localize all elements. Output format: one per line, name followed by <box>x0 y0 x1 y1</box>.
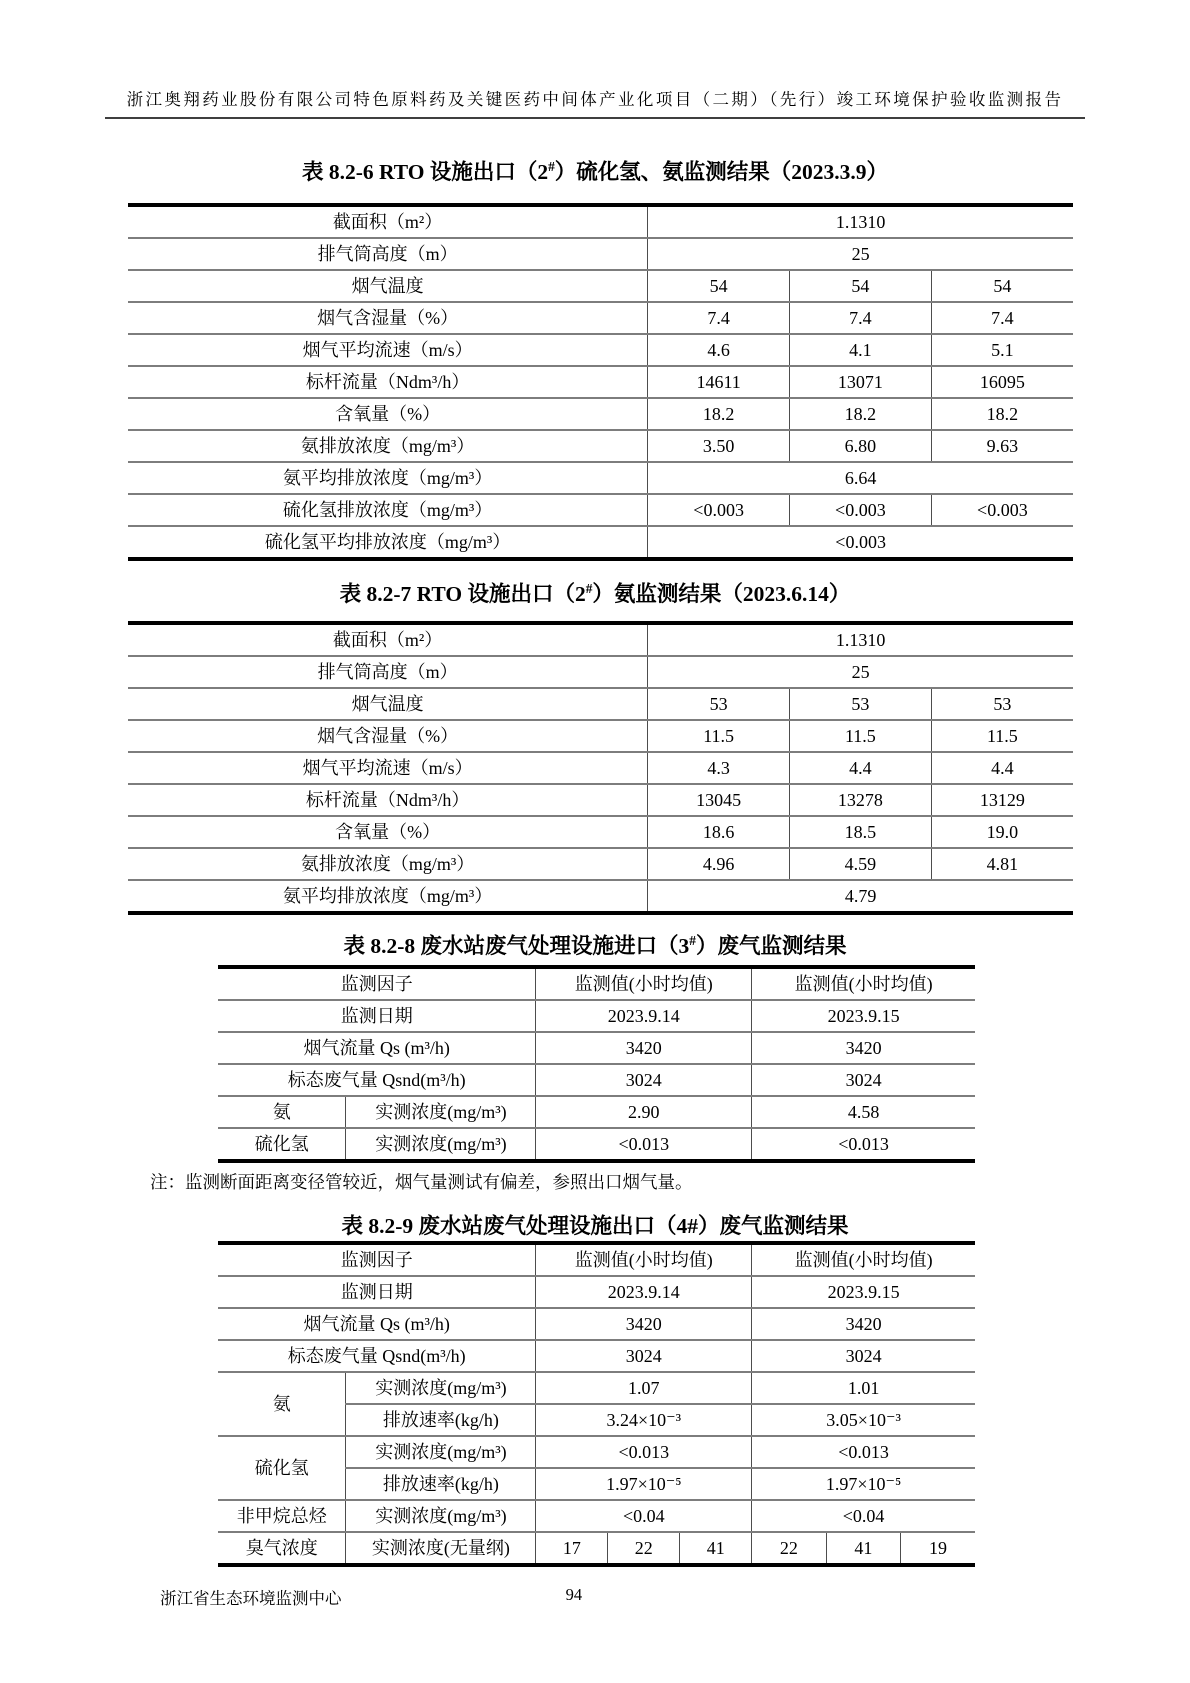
section-table-8-2-6 <box>105 153 1085 561</box>
column-header-cell: 监测值(小时均值) <box>536 967 752 1000</box>
table-cell: 3024 <box>752 1064 975 1096</box>
table-cell: 9.63 <box>931 430 1073 462</box>
table-title-text: ）废气监测结果 <box>695 934 847 959</box>
table-row <box>128 848 1073 880</box>
table-cell: 18.2 <box>931 398 1073 430</box>
table-cell: 氨 <box>218 1372 346 1436</box>
table-title-8-2-7 <box>105 575 1085 608</box>
column-header-cell: 监测值(小时均值) <box>536 1243 752 1276</box>
column-header-cell: 监测因子 <box>218 1243 536 1276</box>
table-cell: 硫化氢平均排放浓度（mg/m³） <box>128 526 648 559</box>
table-cell: 17 <box>536 1532 608 1565</box>
table-cell: 19 <box>901 1532 975 1565</box>
table-cell: 4.79 <box>648 880 1073 913</box>
table-cell: 烟气流量 Qs (m³/h) <box>218 1032 536 1064</box>
table-cell: 非甲烷总烃 <box>218 1500 346 1532</box>
table-cell: 监测日期 <box>218 1000 536 1032</box>
table-cell: 18.5 <box>790 816 932 848</box>
section-table-8-2-7 <box>105 575 1085 915</box>
table-cell: 3024 <box>536 1340 752 1372</box>
table-cell: 氨排放浓度（mg/m³） <box>128 430 648 462</box>
table-row <box>128 526 1073 559</box>
table-cell: 烟气流量 Qs (m³/h) <box>218 1308 536 1340</box>
table-cell: 烟气平均流速（m/s） <box>128 334 648 366</box>
table-cell: 16095 <box>931 366 1073 398</box>
table-cell: 烟气温度 <box>128 270 648 302</box>
section-table-8-2-8 <box>105 927 1085 1193</box>
table-cell: 实测浓度(mg/m³) <box>346 1500 536 1532</box>
table-cell: 2023.9.14 <box>536 1000 752 1032</box>
table-row <box>218 1096 975 1128</box>
table-cell: 2023.9.15 <box>752 1000 975 1032</box>
table-cell: 截面积（m²） <box>128 205 648 238</box>
table-row <box>128 302 1073 334</box>
header-row <box>218 967 975 1000</box>
column-header-cell: 监测因子 <box>218 967 536 1000</box>
table-row <box>128 462 1073 494</box>
table-cell: <0.013 <box>536 1436 752 1468</box>
monitoring-table-8-2-8 <box>218 965 975 1163</box>
table-cell: 硫化氢排放浓度（mg/m³） <box>128 494 648 526</box>
table-row <box>128 205 1073 238</box>
table-title-sup: # <box>585 581 593 597</box>
table-cell: 烟气温度 <box>128 688 648 720</box>
table-cell: 排气筒高度（m） <box>128 238 648 270</box>
table-cell: 6.80 <box>790 430 932 462</box>
table-cell: 53 <box>790 688 932 720</box>
table-cell: 18.6 <box>648 816 790 848</box>
table-row <box>128 270 1073 302</box>
table-cell: 4.96 <box>648 848 790 880</box>
table-cell: 7.4 <box>931 302 1073 334</box>
table-title-sup: # <box>548 159 555 174</box>
monitoring-table-8-2-7 <box>128 621 1073 915</box>
table-cell: 22 <box>752 1532 826 1565</box>
table-row <box>128 238 1073 270</box>
table-cell: 54 <box>648 270 790 302</box>
table-cell: 2023.9.14 <box>536 1276 752 1308</box>
table-cell: 3420 <box>752 1032 975 1064</box>
table-cell: 13129 <box>931 784 1073 816</box>
table-row <box>128 688 1073 720</box>
table-row <box>218 1276 975 1308</box>
table-row <box>218 1340 975 1372</box>
table-cell: <0.04 <box>536 1500 752 1532</box>
table-row <box>218 1500 975 1532</box>
table-cell: 53 <box>648 688 790 720</box>
table-cell: 标杆流量（Ndm³/h） <box>128 784 648 816</box>
page-header <box>105 86 1085 119</box>
table-cell: <0.013 <box>752 1436 975 1468</box>
table-row <box>218 1436 975 1468</box>
table-cell: 截面积（m²） <box>128 623 648 656</box>
table-cell: 41 <box>826 1532 900 1565</box>
table-cell: 硫化氢 <box>218 1128 346 1161</box>
table-cell: 实测浓度(无量纲) <box>346 1532 536 1565</box>
table-cell: 22 <box>608 1532 680 1565</box>
table-cell: 烟气平均流速（m/s） <box>128 752 648 784</box>
table-cell: 18.2 <box>790 398 932 430</box>
table-cell: 实测浓度(mg/m³) <box>346 1372 536 1404</box>
table-cell: <0.003 <box>648 494 790 526</box>
table-cell: 1.1310 <box>648 623 1073 656</box>
table-cell: 氨 <box>218 1096 346 1128</box>
table-cell: 氨平均排放浓度（mg/m³） <box>128 462 648 494</box>
table-cell: 烟气含湿量（%） <box>128 302 648 334</box>
table-cell: 6.64 <box>648 462 1073 494</box>
table-title-text: ）氨监测结果（2023.6.14） <box>592 582 851 607</box>
table-cell: 3024 <box>536 1064 752 1096</box>
table-cell: 1.07 <box>536 1372 752 1404</box>
table-cell: 排放速率(kg/h) <box>346 1468 536 1500</box>
table-cell: 1.97×10⁻⁵ <box>752 1468 975 1500</box>
table-cell: 4.6 <box>648 334 790 366</box>
table-row <box>218 1128 975 1161</box>
table-cell: 实测浓度(mg/m³) <box>346 1436 536 1468</box>
table-cell: 11.5 <box>931 720 1073 752</box>
table-row <box>218 1308 975 1340</box>
header-row <box>218 1243 975 1276</box>
table-cell: 18.2 <box>648 398 790 430</box>
table-cell: 3420 <box>536 1308 752 1340</box>
column-header-cell: 监测值(小时均值) <box>752 1243 975 1276</box>
table-row <box>128 880 1073 913</box>
table-cell: <0.003 <box>790 494 932 526</box>
table-title-8-2-8 <box>105 927 1085 960</box>
table-cell: 4.4 <box>790 752 932 784</box>
table-cell: 4.59 <box>790 848 932 880</box>
table-cell: 1.1310 <box>648 205 1073 238</box>
table-title-8-2-6 <box>105 153 1085 186</box>
table-cell: 4.1 <box>790 334 932 366</box>
page-footer <box>105 1585 1085 1609</box>
table-cell: 4.81 <box>931 848 1073 880</box>
table-row <box>128 816 1073 848</box>
table-cell: 3024 <box>752 1340 975 1372</box>
table-cell: 氨平均排放浓度（mg/m³） <box>128 880 648 913</box>
table-row <box>128 334 1073 366</box>
table-cell: 硫化氢 <box>218 1436 346 1500</box>
table-cell: 实测浓度(mg/m³) <box>346 1128 536 1161</box>
table-cell: 7.4 <box>648 302 790 334</box>
table-cell: 4.3 <box>648 752 790 784</box>
table-cell: 2.90 <box>536 1096 752 1128</box>
table-cell: 11.5 <box>648 720 790 752</box>
table-cell: <0.013 <box>752 1128 975 1161</box>
table-cell: 标态废气量 Qsnd(m³/h) <box>218 1340 536 1372</box>
table-note: 注：监测断面距离变径管较近，烟气量测试有偏差，参照出口烟气量。 <box>150 1172 693 1193</box>
footer-page-number: 94 <box>565 1584 583 1604</box>
table-cell: 53 <box>931 688 1073 720</box>
table-title-text: 表 8.2-9 废水站废气处理设施出口（4#）废气监测结果 <box>341 1214 849 1239</box>
table-row <box>128 752 1073 784</box>
table-title-text: 表 8.2-7 RTO 设施出口（2 <box>339 582 586 607</box>
table-row <box>218 1000 975 1032</box>
table-cell: 13045 <box>648 784 790 816</box>
footer-organization: 浙江省生态环境监测中心 <box>160 1588 342 1608</box>
table-cell: 7.4 <box>790 302 932 334</box>
table-cell: <0.04 <box>752 1500 975 1532</box>
table-cell: 11.5 <box>790 720 932 752</box>
table-cell: 监测日期 <box>218 1276 536 1308</box>
table-cell: 实测浓度(mg/m³) <box>346 1096 536 1128</box>
table-cell: 3420 <box>536 1032 752 1064</box>
table-title-text: 表 8.2-8 废水站废气处理设施进口（3 <box>343 934 690 959</box>
table-row <box>218 1372 975 1404</box>
table-cell: 3.24×10⁻³ <box>536 1404 752 1436</box>
table-row <box>128 398 1073 430</box>
table-row <box>128 430 1073 462</box>
table-row <box>218 1532 975 1565</box>
table-cell: 排放速率(kg/h) <box>346 1404 536 1436</box>
table-cell: 标态废气量 Qsnd(m³/h) <box>218 1064 536 1096</box>
table-title-8-2-9 <box>105 1207 1085 1240</box>
table-cell: 排气筒高度（m） <box>128 656 648 688</box>
table-cell: 4.58 <box>752 1096 975 1128</box>
table-cell: <0.013 <box>536 1128 752 1161</box>
table-cell: 25 <box>648 238 1073 270</box>
table-cell: 3.50 <box>648 430 790 462</box>
table-cell: 25 <box>648 656 1073 688</box>
table-cell: 氨排放浓度（mg/m³） <box>128 848 648 880</box>
table-cell: 含氧量（%） <box>128 398 648 430</box>
table-cell: 3420 <box>752 1308 975 1340</box>
table-cell: 标杆流量（Ndm³/h） <box>128 366 648 398</box>
table-cell: 13071 <box>790 366 932 398</box>
table-row <box>128 656 1073 688</box>
table-cell: 1.97×10⁻⁵ <box>536 1468 752 1500</box>
table-title-sup: # <box>689 933 696 949</box>
table-title-text: 表 8.2-6 RTO 设施出口（2 <box>301 160 549 185</box>
table-row <box>128 784 1073 816</box>
table-row <box>218 1064 975 1096</box>
table-cell: <0.003 <box>931 494 1073 526</box>
table-cell: 含氧量（%） <box>128 816 648 848</box>
table-cell: 13278 <box>790 784 932 816</box>
table-row <box>128 494 1073 526</box>
header-title: 浙江奥翔药业股份有限公司特色原料药及关键医药中间体产业化项目（二期）（先行）竣工环境保护验收监测报告 <box>126 90 1064 109</box>
table-cell: 14611 <box>648 366 790 398</box>
table-cell: 4.4 <box>931 752 1073 784</box>
table-cell: 1.01 <box>752 1372 975 1404</box>
table-cell: <0.003 <box>648 526 1073 559</box>
table-row <box>218 1032 975 1064</box>
table-cell: 臭气浓度 <box>218 1532 346 1565</box>
table-cell: 5.1 <box>931 334 1073 366</box>
column-header-cell: 监测值(小时均值) <box>752 967 975 1000</box>
table-row <box>128 623 1073 656</box>
table-row <box>128 366 1073 398</box>
table-row <box>128 720 1073 752</box>
table-cell: 41 <box>680 1532 752 1565</box>
table-cell: 2023.9.15 <box>752 1276 975 1308</box>
table-cell: 54 <box>931 270 1073 302</box>
monitoring-table-8-2-9 <box>218 1241 975 1567</box>
table-cell: 19.0 <box>931 816 1073 848</box>
monitoring-table-8-2-6 <box>128 203 1073 561</box>
table-cell: 3.05×10⁻³ <box>752 1404 975 1436</box>
table-cell: 54 <box>790 270 932 302</box>
section-table-8-2-9 <box>105 1207 1085 1566</box>
table-cell: 烟气含湿量（%） <box>128 720 648 752</box>
table-title-text: ）硫化氢、氨监测结果（2023.3.9） <box>554 160 889 185</box>
